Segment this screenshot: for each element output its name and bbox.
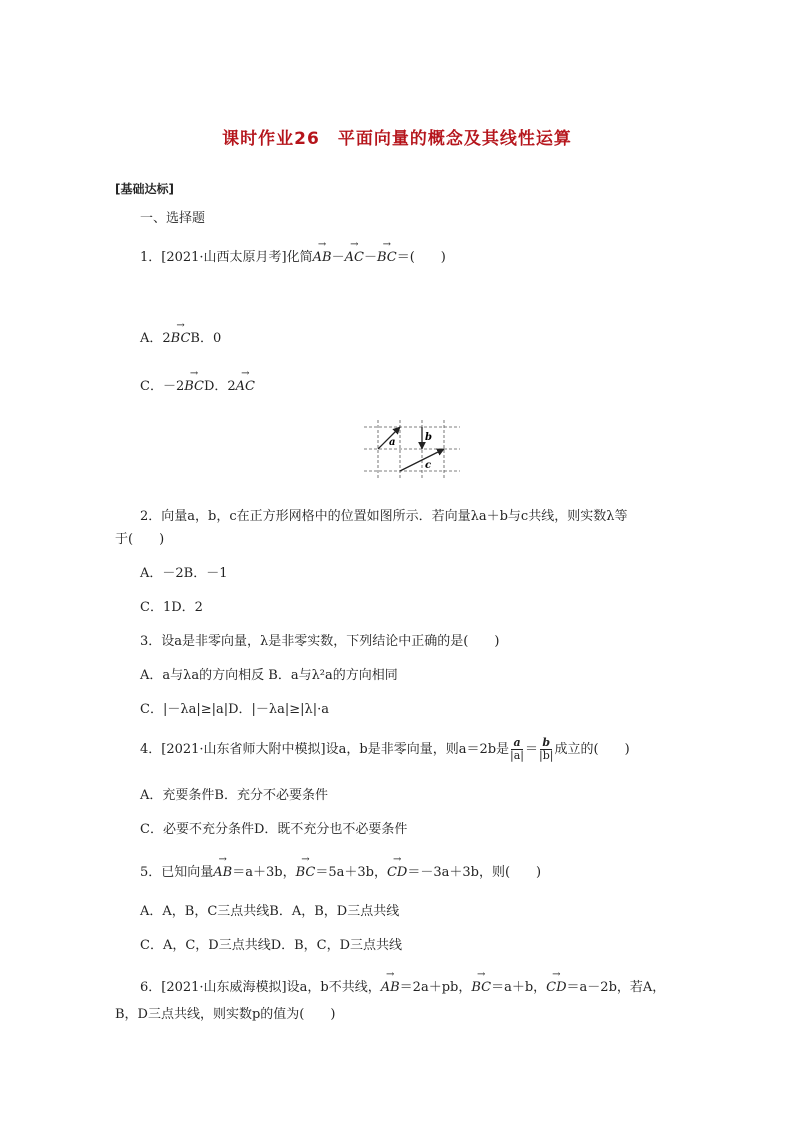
part-heading: 一、选择题 <box>140 211 206 226</box>
question-1-stem: 1．[2021·山西太原月考]化简→ AB－→ AC－→ BC＝( ) <box>140 246 446 265</box>
option-d: D．2 <box>203 379 236 394</box>
question-2-stem-line1: 2．向量a，b，c在正方形网格中的位置如图所示．若向量λa＋b与c共线，则实数λ等 <box>140 509 628 524</box>
vector-grid-figure <box>364 420 460 478</box>
question-5-eq1: ＝a＋3b， <box>232 865 296 880</box>
vector-cd: → CD <box>546 980 566 995</box>
fraction-a: $\frac{a}{|a|}$ <box>510 736 525 762</box>
question-5-options-ab: A．A，B，C三点共线B．A，B，D三点共线 <box>140 904 400 919</box>
question-6-stem-line1 <box>140 976 665 995</box>
question-4-stem: 4．[2021·山东省师大附中模拟]设a，b是非零向量，则a＝2b是 $\frac{a}{|a|}$ ＝ $\frac{b}{|b|}$ 成立的( ) <box>140 736 630 762</box>
question-5-eq3: ＝－3a＋3b，则( ) <box>407 865 542 880</box>
question-2-stem-line2: 于( ) <box>115 532 165 547</box>
vector-bc: → BC <box>296 865 316 880</box>
question-5-eq2: ＝5a＋3b， <box>315 865 387 880</box>
vector-ab: → AB <box>213 865 232 880</box>
question-6-eq1: ＝2a＋pb， <box>399 980 472 995</box>
question-2-options-ab: A．－2B．－1 <box>140 566 228 581</box>
vector-ab: → AB <box>313 250 332 265</box>
vector-ac: → AC <box>236 379 255 394</box>
option-c: C．－2 <box>140 379 185 394</box>
question-4-prefix: 4．[2021·山东省师大附中模拟]设a，b是非零向量，则a＝2b是 <box>140 742 510 757</box>
question-6-prefix: 6．[2021·山东威海模拟]设a，b不共线， <box>140 980 381 995</box>
option-b: B．0 <box>190 331 222 346</box>
question-3-stem: 3．设a是非零向量，λ是非零实数，下列结论中正确的是( ) <box>140 634 500 649</box>
question-1-options-ab <box>140 327 221 346</box>
section-heading: [基础达标] <box>115 182 174 196</box>
question-6-stem-line2: B，D三点共线，则实数p的值为( ) <box>115 1007 336 1022</box>
question-1-options-cd <box>140 375 255 394</box>
fraction-b: $\frac{b}{|b|}$ <box>539 736 554 762</box>
vector-bc: → BC <box>377 250 397 265</box>
question-5-options-cd: C．A，C，D三点共线D．B，C，D三点共线 <box>140 938 403 953</box>
question-1-suffix: ＝( ) <box>396 250 446 265</box>
question-5-stem <box>140 861 541 880</box>
question-4-suffix: 成立的( ) <box>554 742 630 757</box>
question-1-prefix: 1．[2021·山西太原月考]化简 <box>140 250 313 265</box>
page-title: 课时作业26 平面向量的概念及其线性运算 <box>222 129 572 149</box>
vector-bc: → BC <box>184 379 204 394</box>
vector-cd: → CD <box>387 865 407 880</box>
question-6-eq3: ＝a－2b，若A， <box>566 980 666 995</box>
label-a: a <box>389 437 396 448</box>
vector-bc: → BC <box>171 331 191 346</box>
vector-ac: → AC <box>345 250 364 265</box>
question-4-options-cd: C．必要不充分条件D．既不充分也不必要条件 <box>140 822 408 837</box>
question-5-prefix: 5．已知向量 <box>140 865 214 880</box>
question-6-eq2: ＝a＋b， <box>491 980 547 995</box>
question-3-options-cd: C．|－λa|≥|a|D．|－λa|≥|λ|·a <box>140 702 330 717</box>
label-c: c <box>425 460 432 471</box>
question-4-options-ab: A．充要条件B．充分不必要条件 <box>140 788 328 803</box>
option-a: A．2 <box>140 331 171 346</box>
question-2-options-cd: C．1D．2 <box>140 600 203 615</box>
question-3-options-ab: A．a与λa的方向相反 B．a与λ²a的方向相同 <box>140 668 398 683</box>
vector-bc: → BC <box>471 980 491 995</box>
vector-ab: → AB <box>381 980 400 995</box>
label-b: b <box>425 432 432 443</box>
